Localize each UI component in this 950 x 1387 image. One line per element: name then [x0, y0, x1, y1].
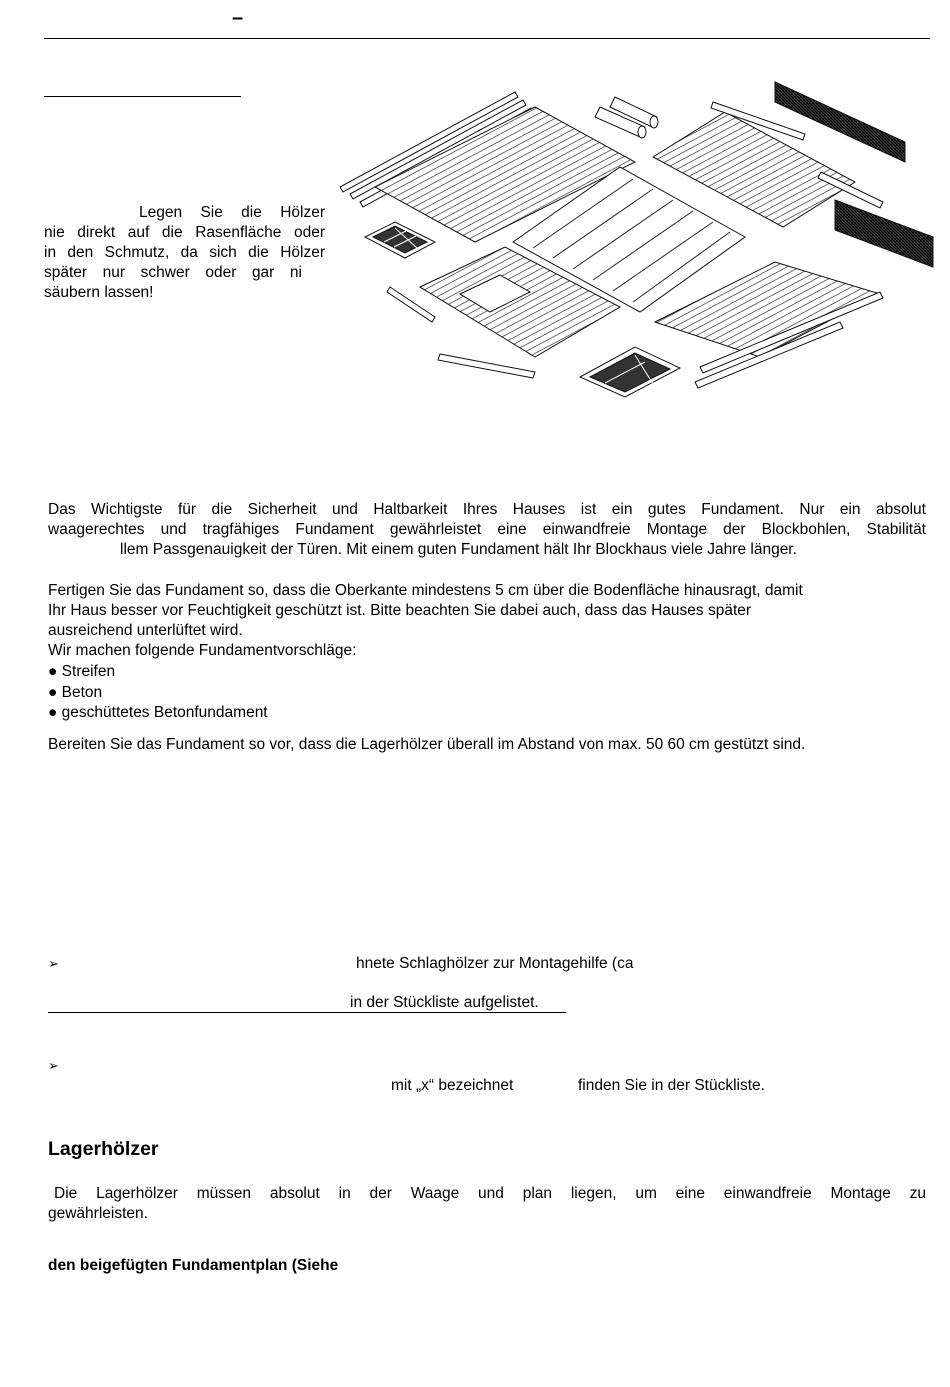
intro-line: säubern lassen!: [44, 284, 154, 301]
door-frame: [580, 347, 680, 397]
note-1b: in der Stückliste aufgelistet.: [350, 994, 539, 1011]
lager-paragraph: [48, 1184, 926, 1224]
fundament-paragraph-3: Bereiten Sie das Fundament so vor, dass die Lagerhölzer überall im Abstand von max. 50 60 cm gestützt sind.: [48, 736, 806, 753]
header-dash: –: [232, 7, 244, 29]
lager-bold-text: den beigefügten Fundamentplan (Siehe: [48, 1257, 339, 1274]
text-line: Fertigen Sie das Fundament so, dass die Oberkante mindestens 5 cm über die Bodenfläche hinausragt, damit: [48, 582, 803, 599]
fundament-paragraph-2: [48, 581, 926, 661]
intro-line: nie direkt auf die Rasenfläche oder: [44, 224, 325, 241]
arrow-bullet: ➢: [48, 1058, 59, 1073]
text-line: Wir machen folgende Fundamentvorschläge:: [48, 642, 357, 659]
text-line: Die Lagerhölzer müssen absolut in der Waage und plan liegen, um eine einwandfreie Montage zu: [54, 1185, 926, 1202]
intro-text: [44, 203, 325, 303]
parts-illustration: [335, 72, 940, 407]
section-heading-lagerhoelzer: Lagerhölzer: [48, 1138, 159, 1160]
fundament-bullet-list: [48, 662, 268, 724]
intro-line: in den Schmutz, da sich die Hölzer: [44, 244, 325, 261]
note-1: hnete Schlaghölzer zur Montagehilfe (ca: [356, 955, 634, 972]
text-line: llem Passgenauigkeit der Türen. Mit einem guten Fundament hält Ihr Blockhaus viele Jahre länger.: [120, 541, 797, 558]
note-2a: mit „x“ bezeichnet: [391, 1077, 514, 1094]
note-2b: finden Sie in der Stückliste.: [578, 1077, 765, 1094]
window-frame: [365, 222, 435, 258]
text-line: waagerechtes und tragfähiges Fundament gewährleistet eine einwandfreie Montage der Blockbohlen, Stabilität: [48, 521, 926, 538]
list-item: ● Streifen: [48, 663, 116, 680]
fundament-paragraph-1: [48, 500, 926, 560]
list-item: ● Beton: [48, 683, 103, 701]
arrow-bullet: ➢: [48, 956, 59, 971]
text-line: Das Wichtigste für die Sicherheit und Haltbarkeit Ihres Hauses ist ein gutes Fundament. Nur ein absolut: [48, 501, 926, 518]
text-line: Ihr Haus besser vor Feuchtigkeit geschützt ist. Bitte beachten Sie dabei auch, dass das Hauses später: [48, 602, 752, 619]
roof-rolls: [595, 97, 658, 138]
text-line: ausreichend unterlüftet wird.: [48, 622, 243, 639]
list-item: ● geschüttetes Betonfundament: [48, 704, 268, 721]
intro-line: Legen Sie die Hölzer: [139, 204, 325, 221]
board-stack: [835, 200, 933, 267]
header-rule: [44, 38, 930, 39]
text-line: gewährleisten.: [48, 1205, 148, 1222]
intro-line: später nur schwer oder gar ni: [44, 264, 302, 281]
section-rule: [44, 96, 241, 97]
